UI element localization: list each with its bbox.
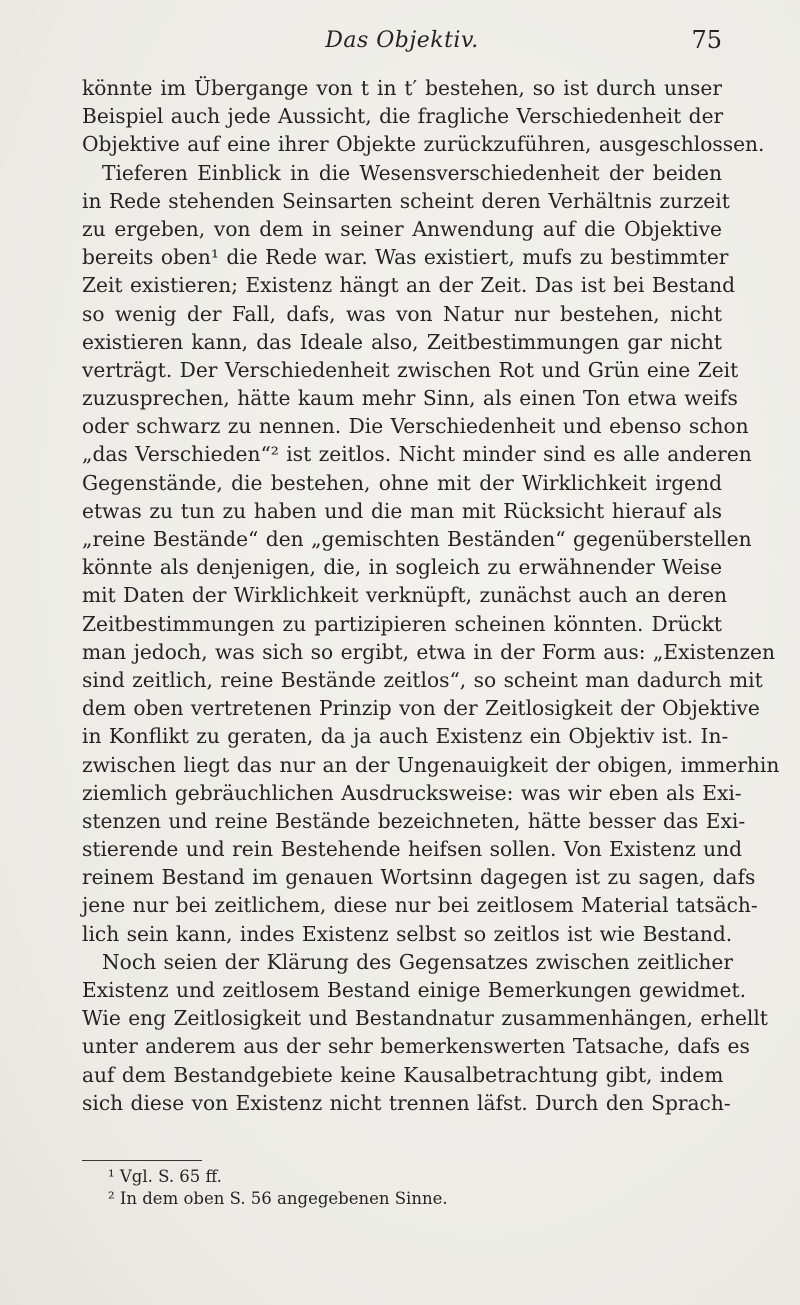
text-line: mit Daten der Wirklichkeit verknüpft, zunächst auch an deren [82,583,728,608]
text-line: reinem Bestand im genauen Wortsinn dagegen ist zu sagen, dafs [82,865,756,890]
text-line: Objektive auf eine ihrer Objekte zurückzuführen, ausgeschlossen. [82,132,765,157]
text-line: Gegenstände, die bestehen, ohne mit der Wirklichkeit irgend [82,470,722,495]
text-line: jene nur bei zeitlichem, diese nur bei zeitlosem Material tatsäch- [82,893,758,918]
text-line: lich sein kann, indes Existenz selbst so zeitlos ist wie Bestand. [82,921,733,946]
text-line: auf dem Bestandgebiete keine Kausalbetrachtung gibt, indem [82,1062,724,1087]
text-line: in Rede stehenden Seinsarten scheint deren Verhältnis zurzeit [82,188,730,213]
text-line: „das Verschieden“² ist zeitlos. Nicht minder sind es alle anderen [82,442,752,467]
text-line: Existenz und zeitlosem Bestand einige Bemerkungen gewidmet. [82,978,746,1002]
text-line: könnte als denjenigen, die, in sogleich zu erwähnender Weise [82,555,723,580]
text-line: zu ergeben, von dem in seiner Anwendung auf die Objektive [82,216,722,241]
text-line: Beispiel auch jede Aussicht, die fragliche Verschiedenheit der [82,104,724,129]
page-number: 75 [691,26,722,54]
text-line: Wie eng Zeitlosigkeit und Bestandnatur zusammenhängen, erhellt [82,1006,768,1031]
text-line: dem oben vertretenen Prinzip von der Zeitlosigkeit der Objektive [82,696,760,721]
text-line: man jedoch, was sich so ergibt, etwa in der Form aus: „Existenzen [82,639,775,664]
text-line: unter anderem aus der sehr bemerkenswerten Tatsache, dafs es [82,1034,750,1059]
text-line: so wenig der Fall, dafs, was von Natur nur bestehen, nicht [82,301,722,326]
footnote-divider [82,1160,202,1161]
text-line: existieren kann, das Ideale also, Zeitbestimmungen gar nicht [82,329,722,354]
text-line: Noch seien der Klärung des Gegensatzes zwischen zeitlicher [102,949,734,974]
text-line: ziemlich gebräuchlichen Ausdrucksweise: was wir eben als Exi- [82,780,742,805]
text-line: „reine Bestände“ den „gemischten Beständen“ gegenüberstellen [82,527,752,551]
body-text [82,74,780,1117]
running-title: Das Objektiv. [325,28,479,53]
text-line: zuzusprechen, hätte kaum mehr Sinn, als einen Ton etwa weifs [82,386,738,411]
text-line: oder schwarz zu nennen. Die Verschiedenheit und ebenso schon [82,414,749,439]
text-line: stenzen und reine Bestände bezeichneten, hätte besser das Exi- [82,808,746,833]
text-line: sind zeitlich, reine Bestände zeitlos“, so scheint man dadurch mit [82,667,763,692]
text-line: zwischen liegt das nur an der Ungenauigkeit der obigen, immerhin [82,752,780,777]
text-line: in Konflikt zu geraten, da ja auch Existenz ein Objektiv ist. In- [82,724,729,749]
text-line: verträgt. Der Verschiedenheit zwischen Rot und Grün eine Zeit [82,357,739,382]
text-line: könnte im Übergange von t in t′ bestehen, so ist durch unser [82,76,722,100]
footnote: ² In dem oben S. 56 angegebenen Sinne. [108,1189,448,1208]
text-line: Zeit existieren; Existenz hängt an der Zeit. Das ist bei Bestand [82,273,736,298]
footnotes [108,1166,718,1210]
text-line: sich diese von Existenz nicht trennen läfst. Durch den Sprach- [82,1090,731,1115]
text-line: bereits oben¹ die Rede war. Was existiert, mufs zu bestimmter [82,245,729,270]
text-line: etwas zu tun zu haben und die man mit Rücksicht hierauf als [82,498,722,523]
text-line: stierende und rein Bestehende heifsen sollen. Von Existenz und [82,837,743,862]
text-line: Zeitbestimmungen zu partizipieren scheinen könnten. Drückt [82,611,722,636]
text-line: Tieferen Einblick in die Wesensverschiedenheit der beiden [102,160,722,185]
footnote: ¹ Vgl. S. 65 ff. [108,1167,222,1186]
page-header [82,28,722,58]
